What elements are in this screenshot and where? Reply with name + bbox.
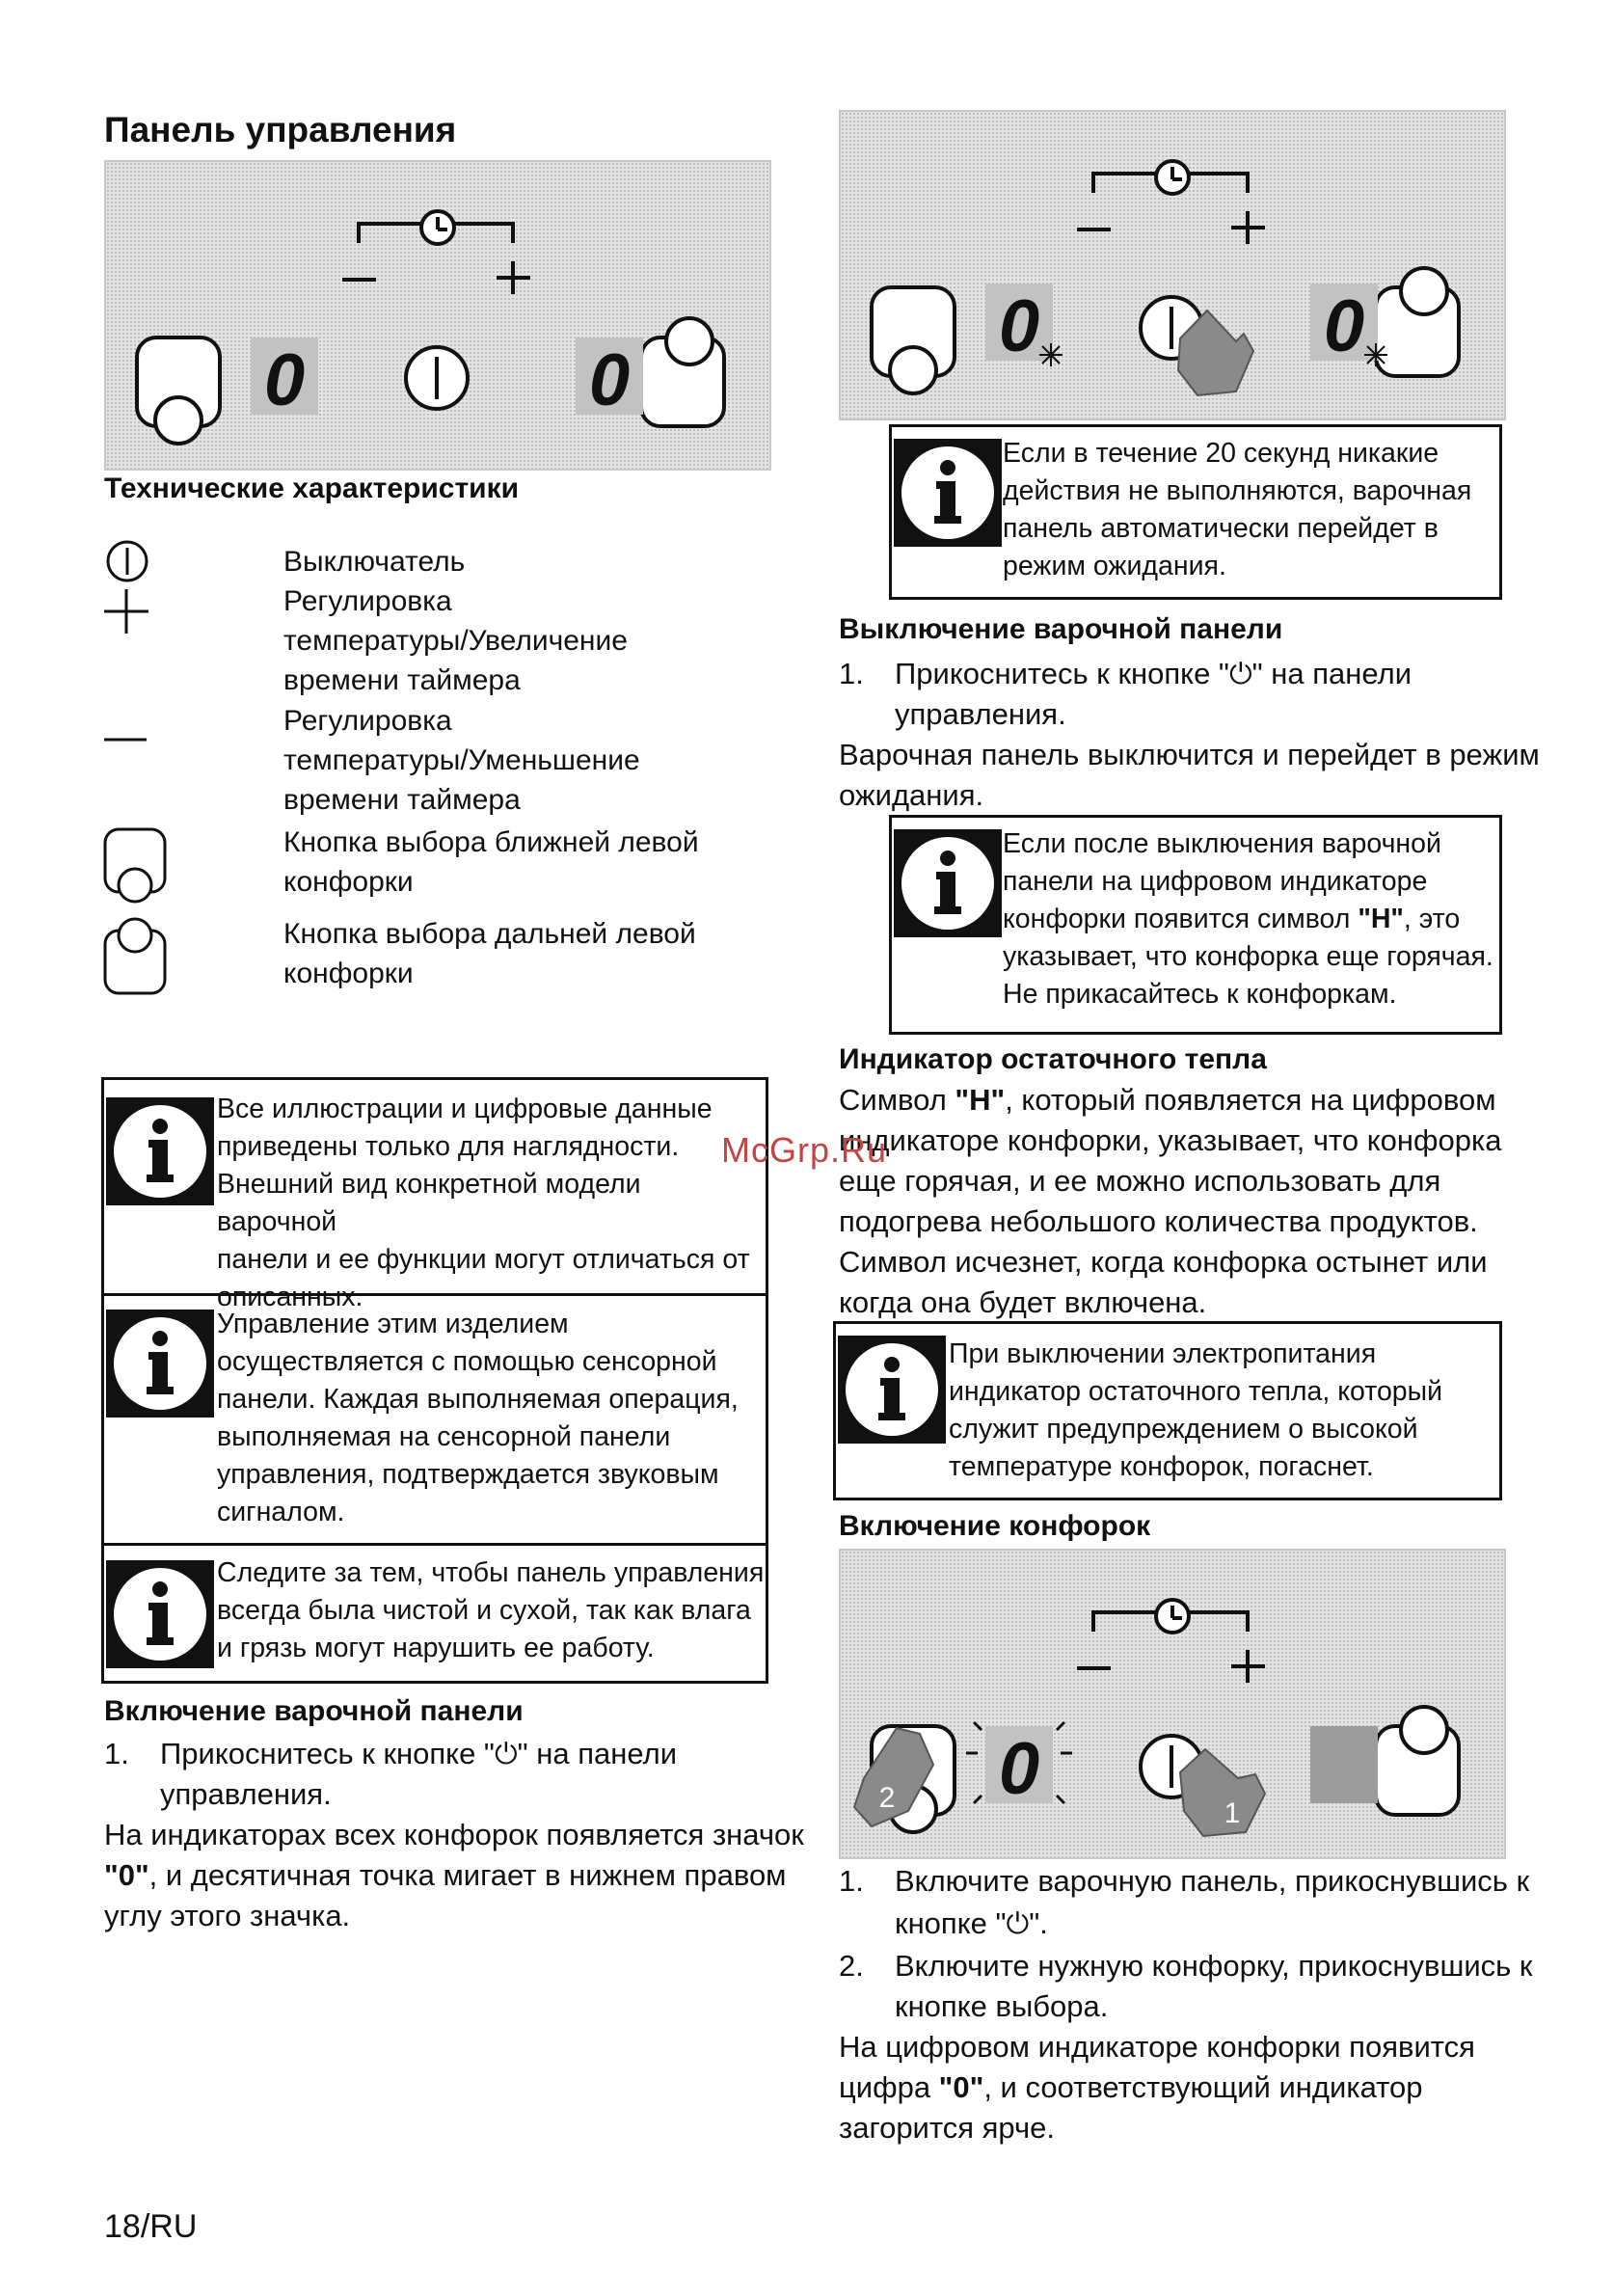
info-icon [838, 1336, 946, 1444]
page-number: 18/RU [104, 2208, 198, 2245]
residual-heading: Индикатор остаточного тепла [839, 1043, 1267, 1075]
info-icon [894, 829, 1002, 937]
standby-panel-illustration [839, 110, 1506, 420]
legend-icons [100, 540, 168, 1022]
control-panel-illustration [104, 160, 771, 471]
power-off-note-text: При выключении электропитания индикатор остаточного тепла, который служит предупреждением о высокой температуре конфорок, погаснет. [949, 1338, 1443, 1482]
power-off-note [833, 1321, 1502, 1500]
standby-note [889, 424, 1502, 600]
switch-off-step-cont: управления. [895, 697, 1066, 731]
power-icon: ⏻ [494, 1738, 518, 1771]
info-icon [106, 1560, 214, 1668]
finger-1-icon [1180, 1749, 1265, 1836]
power-icon: ⏻ [1228, 658, 1252, 691]
burner-on-panel-illustration [839, 1549, 1506, 1859]
legend-rear-burner: Кнопка выбора дальней левой конфорки [283, 918, 696, 989]
svg-text:0: 0 [998, 285, 1040, 367]
info-icon [106, 1310, 214, 1418]
info-icon [106, 1097, 214, 1205]
switch-on-step-cont: управления. [160, 1777, 332, 1811]
watermark: McGrp.Ru [721, 1130, 888, 1170]
switch-off-step: 1. Прикоснитесь к кнопке "⏻" на панели [839, 657, 1412, 691]
burners-step-2: 2. Включите нужную конфорку, прикоснувшись к [839, 1949, 1533, 1983]
legend-minus: Регулировка температуры/Уменьшение времени таймера [283, 705, 640, 816]
power-icon: ⏻ [1006, 1907, 1030, 1941]
finger-1-label: 1 [1224, 1797, 1241, 1829]
note-touch-control: Управление этим изделием осуществляется с помощью сенсорной панели. Каждая выполняемая операция, выполняемая на сенсорной панели управления, подтверждается звуковым сигналом. [217, 1309, 739, 1527]
burners-on-heading: Включение конфорок [839, 1510, 1151, 1542]
note-illustrations: Все иллюстрации и цифровые данные приведены только для наглядности. Внешний вид конкретной модели варочной панели и ее функции могут отличаться от описанных. [217, 1094, 750, 1312]
legend-front-burner: Кнопка выбора ближней левой конфорки [283, 826, 699, 898]
page-title: Панель управления [104, 110, 457, 149]
switch-on-para: На индикаторах всех конфорок появляется значок "0", и десятичная точка мигает в нижнем правом углу этого значка. [104, 1818, 804, 1932]
info-icon [894, 439, 1002, 547]
hot-note [889, 815, 1502, 1035]
notes-box [101, 1077, 768, 1684]
switch-on-heading: Включение варочной панели [104, 1695, 524, 1727]
hot-note-text: Если после выключения варочной панели на цифровом индикаторе конфорки появится символ "H", это указывает, что конфорка еще горячая. Не прикасайтесь к конфоркам. [1003, 828, 1493, 1010]
switch-off-para: Варочная панель выключится и перейдет в режим ожидания. [839, 738, 1540, 812]
switch-off-heading: Выключение варочной панели [839, 613, 1283, 645]
residual-para: Символ "H", который появляется на цифровом индикаторе конфорки, указывает, что конфорка еще горячая, и ее можно использовать для подогрева небольшого количества продуктов. Символ исчезнет, когда конфорка остынет или когда она будет включена. [839, 1083, 1502, 1319]
right-display-digit: 0 [588, 339, 631, 421]
legend-plus: Регулировка температуры/Увеличение времени таймера [283, 585, 628, 696]
standby-note-text: Если в течение 20 секунд никакие действия не выполняются, варочная панель автоматически перейдет в режим ожидания. [1003, 438, 1472, 581]
svg-text:0: 0 [998, 1728, 1040, 1810]
burners-step-2-cont: кнопке выбора. [895, 1989, 1109, 2023]
left-display-digit: 0 [263, 339, 306, 421]
legend-power: Выключатель [283, 546, 466, 578]
switch-on-step: 1. Прикоснитесь к кнопке "⏻" на панели [104, 1737, 678, 1771]
finger-2-label: 2 [878, 1782, 896, 1814]
note-keep-clean: Следите за тем, чтобы панель управления всегда была чистой и сухой, так как влага и грязь могут нарушить ее работу. [217, 1557, 765, 1663]
svg-text:0: 0 [1323, 285, 1365, 367]
tech-heading: Технические характеристики [104, 473, 520, 504]
burners-step-1: 1. Включите варочную панель, прикоснувшись к [839, 1864, 1530, 1898]
burners-para: На цифровом индикаторе конфорки появится цифра "0", и соответствующий индикатор загорится ярче. [839, 2030, 1475, 2145]
burners-step-1-cont: кнопке "⏻". [895, 1906, 1048, 1941]
